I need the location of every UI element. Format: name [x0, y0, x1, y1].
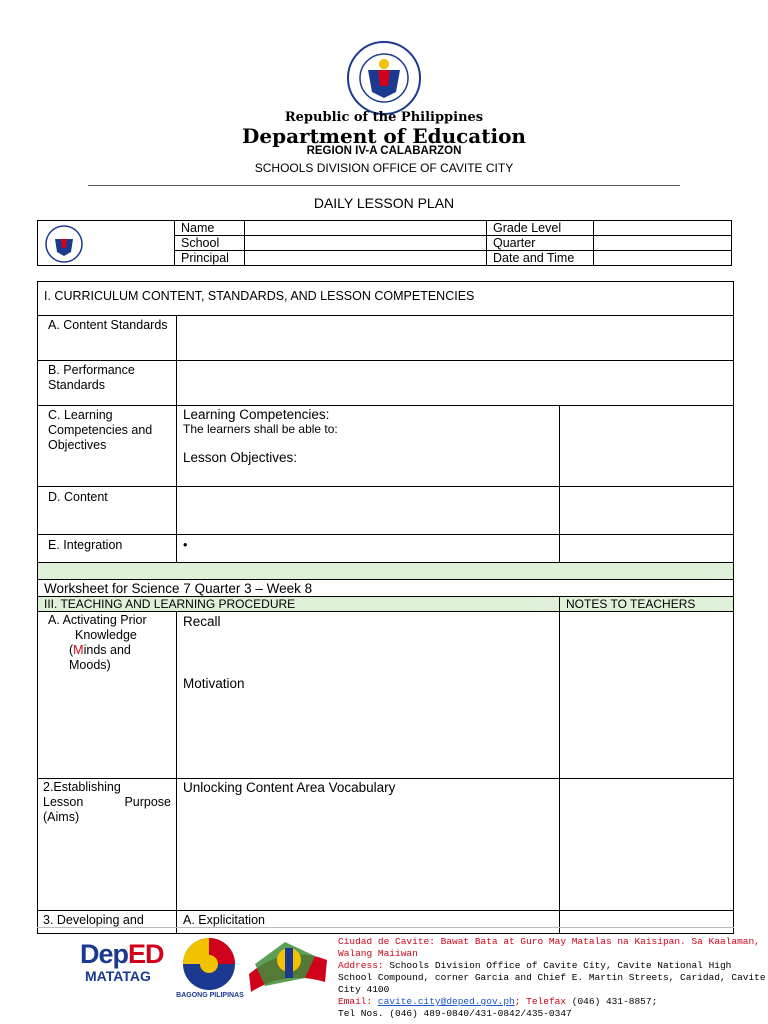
- document-title: DAILY LESSON PLAN: [313, 195, 455, 211]
- content-standards-field[interactable]: [177, 316, 734, 361]
- header-divider: [88, 185, 680, 186]
- email-link[interactable]: cavite.city@deped.gov.ph: [377, 996, 515, 1007]
- integration-field[interactable]: [177, 535, 560, 563]
- activating-prior-knowledge-cell[interactable]: [177, 612, 560, 779]
- footer-telnos: Tel Nos. (046) 489-0840/431-0842/435-0347: [338, 1008, 572, 1019]
- performance-standards-label: B. Performance Standards: [38, 361, 177, 406]
- activating-prior-knowledge-label: [38, 612, 177, 779]
- bagong-pilipinas-logo: [175, 936, 243, 998]
- principal-label: Principal: [175, 251, 245, 266]
- elp-line2: Lesson Purpose: [43, 795, 171, 809]
- deped-seal-logo: [346, 40, 422, 116]
- region-line: REGION IV-A CALABARZON: [306, 145, 462, 157]
- minds-highlight: M: [73, 643, 84, 657]
- integration-notes[interactable]: [560, 535, 734, 563]
- grade-level-label: Grade Level: [487, 221, 594, 236]
- school-label: School: [175, 236, 245, 251]
- worksheet-title: Worksheet for Science 7 Quarter 3 – Week 8: [38, 580, 734, 597]
- footer-divider: [37, 927, 734, 928]
- date-time-label: Date and Time: [487, 251, 594, 266]
- seal-cell: [38, 221, 175, 266]
- section1-heading: I. CURRICULUM CONTENT, STANDARDS, AND LESSON COMPETENCIES: [38, 282, 734, 316]
- section3-heading: III. TEACHING AND LEARNING PROCEDURE: [38, 597, 560, 612]
- establishing-lesson-purpose-notes[interactable]: [560, 779, 734, 911]
- grade-level-field[interactable]: [594, 221, 732, 236]
- quarter-field[interactable]: [594, 236, 732, 251]
- date-time-field[interactable]: [594, 251, 732, 266]
- notes-to-teachers-heading: NOTES TO TEACHERS: [560, 597, 734, 612]
- elp-line1: 2.Establishing: [43, 780, 121, 794]
- explicitation-label: A. Explicitation: [183, 913, 265, 927]
- bullet: •: [183, 538, 188, 552]
- deped-wordmark: DepED: [80, 939, 164, 969]
- integration-label: E. Integration: [38, 535, 177, 563]
- footer-motto: Ciudad de Cavite: Bawat Bata at Guro May Matalas na Kaisipan. Sa Kaalaman, Walang Maiiwan: [338, 936, 760, 959]
- explicitation-cell[interactable]: [177, 911, 560, 934]
- apk-line2: Knowledge: [75, 628, 137, 642]
- lesson-plan-table: [37, 281, 734, 934]
- apk-line4: Moods): [69, 658, 111, 672]
- info-table: [37, 220, 732, 266]
- content-label: D. Content: [38, 487, 177, 535]
- small-seal-logo: [40, 224, 88, 264]
- lc-title: Learning Competencies:: [183, 407, 330, 422]
- department-title: Department of Education: [242, 124, 526, 148]
- sdo-cavite-logo: [245, 934, 330, 998]
- matatag-wordmark: MATATAG: [85, 968, 151, 984]
- performance-standards-field[interactable]: [177, 361, 734, 406]
- bagong-pilipinas-text: BAGONG PILIPINAS: [176, 992, 244, 999]
- division-line: SCHOOLS DIVISION OFFICE OF CAVITE CITY: [254, 161, 514, 175]
- republic-line: Republic of the Philippines: [284, 110, 484, 125]
- elp-line3: (Aims): [43, 810, 80, 824]
- developing-label: 3. Developing and: [38, 911, 177, 934]
- learning-competencies-label: C. Learning Competencies and Objectives: [38, 406, 177, 487]
- content-field[interactable]: [177, 487, 560, 535]
- quarter-label: Quarter: [487, 236, 594, 251]
- developing-notes[interactable]: [560, 911, 734, 934]
- school-field[interactable]: [245, 236, 487, 251]
- principal-field[interactable]: [245, 251, 487, 266]
- learning-competencies-cell[interactable]: [177, 406, 560, 487]
- recall-label: Recall: [183, 614, 221, 629]
- establishing-lesson-purpose-label: [38, 779, 177, 911]
- vocabulary-label: Unlocking Content Area Vocabulary: [183, 780, 396, 795]
- lo-title: Lesson Objectives:: [183, 450, 298, 465]
- footer-contact: Email: cavite.city@deped.gov.ph; Telefax (046) 431-8857;: [338, 996, 658, 1007]
- green-spacer-row: [38, 563, 734, 580]
- deped-matatag-logo: [80, 940, 170, 996]
- apk-line3: (Minds and: [69, 643, 131, 657]
- footer-contact-block: [338, 936, 768, 1020]
- content-standards-label: A. Content Standards: [38, 316, 177, 361]
- name-label: Name: [175, 221, 245, 236]
- learning-competencies-notes[interactable]: [560, 406, 734, 487]
- content-notes[interactable]: [560, 487, 734, 535]
- lc-subtitle: The learners shall be able to:: [183, 422, 338, 436]
- footer-address: Address: Schools Division Office of Cavite City, Cavite National High School Compound, corner Garcia and Chief E. Martin Streets, Caridad, Cavite City 4100: [338, 960, 766, 995]
- apk-line1: A. Activating Prior: [48, 613, 147, 627]
- vocabulary-cell[interactable]: [177, 779, 560, 911]
- name-field[interactable]: [245, 221, 487, 236]
- activating-prior-knowledge-notes[interactable]: [560, 612, 734, 779]
- motivation-label: Motivation: [183, 676, 245, 691]
